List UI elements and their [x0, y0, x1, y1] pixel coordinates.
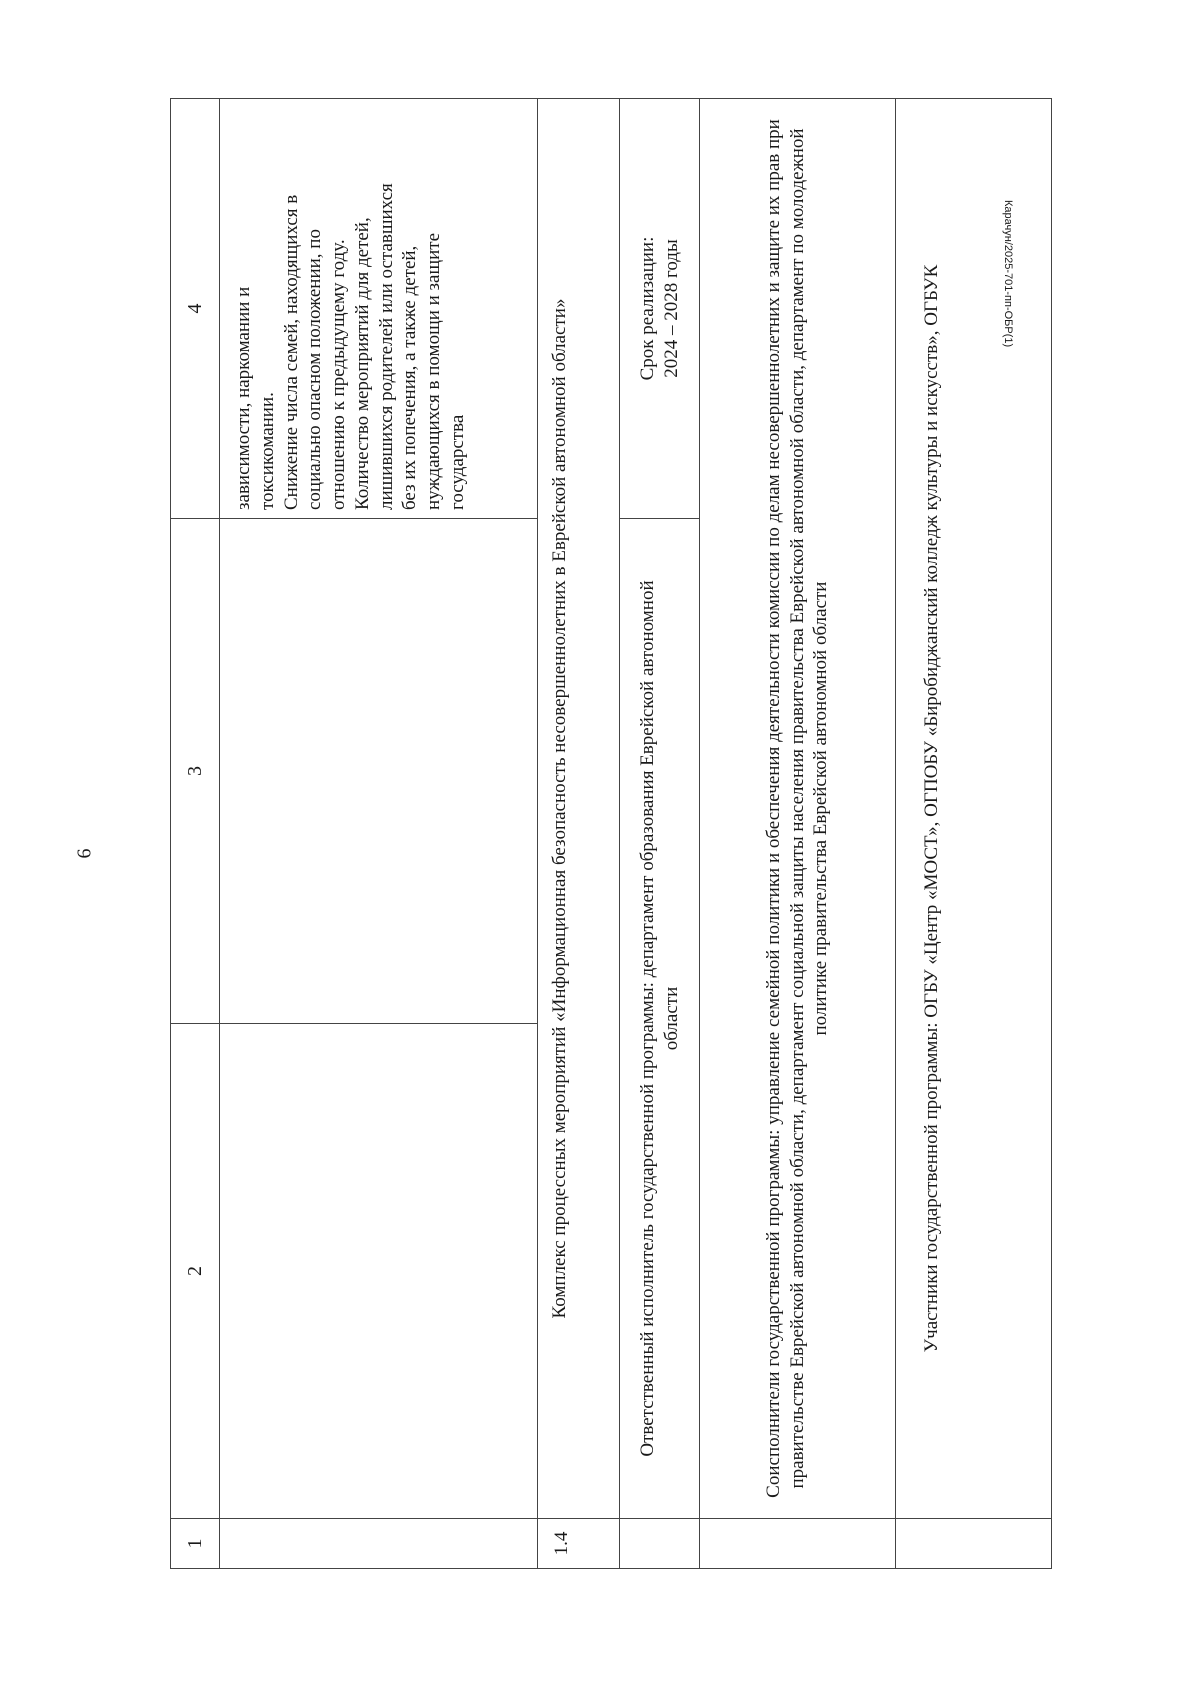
participants: Участники государственной программы: ОГБУ «Центр «МОСТ», ОГПОБУ «Биробиджанский колледж культуры и искусств», ОГБУК	[896, 99, 1052, 1519]
participants-num-cell	[896, 1519, 1052, 1569]
responsible-row	[620, 99, 700, 1569]
continuation-cell-3	[220, 519, 538, 1024]
header-cell-4: 4	[171, 99, 220, 519]
section-number: 1.4	[538, 1519, 620, 1569]
header-row	[171, 99, 220, 1569]
implementation-term: Срок реализации: 2024 – 2028 годы	[620, 99, 700, 519]
program-table	[170, 98, 1052, 1569]
participants-row	[896, 99, 1052, 1569]
coexecutors-row	[700, 99, 896, 1569]
header-cell-1: 1	[171, 1519, 220, 1569]
continuation-line: нуждающихся в помощи и защите	[423, 232, 444, 510]
continuation-cell-1	[220, 1519, 538, 1569]
document-code: Карачун/2025-701-пп-ОБР(1)	[1002, 200, 1014, 348]
responsible-num-cell	[620, 1519, 700, 1569]
coexecutors: Соисполнители государственной программы: управление семейной политики и обеспечения деятельности комиссии по делам несовершеннолетних и защите их прав при правительстве Еврейской автономной области, департамент социальной защиты населения правительства Еврейской автономной области, департамент по молодежной политике правительства Еврейской автономной области	[700, 99, 896, 1519]
continuation-cell-2	[220, 1024, 538, 1519]
continuation-line: социально опасном положении, по	[304, 229, 326, 510]
header-cell-2: 2	[171, 1024, 220, 1519]
page-number: 6	[73, 848, 96, 859]
section-title-row	[538, 99, 620, 1569]
coexecutors-num-cell	[700, 1519, 896, 1569]
continuation-line: Снижение числа семей, находящихся в	[280, 194, 302, 510]
continuation-line: государства	[446, 414, 468, 510]
continuation-cell-4	[220, 99, 538, 519]
table-container	[170, 99, 1050, 1569]
section-title: Комплекс процессных мероприятий «Информационная безопасность несовершеннолетних в Еврейской автономной области»	[538, 99, 620, 1519]
responsible-executor: Ответственный исполнитель государственной программы: департамент образования Еврейской автономной области	[620, 519, 700, 1519]
continuation-line: лишившихся родителей или оставшихся	[375, 183, 397, 510]
header-cell-3: 3	[171, 519, 220, 1024]
continuation-line: токсикомании.	[256, 392, 278, 510]
continuation-line: без их попечения, а также детей,	[399, 245, 421, 510]
continuation-line: зависимости, наркомании и	[233, 286, 254, 510]
continuation-line: Количество мероприятий для детей,	[351, 217, 373, 510]
continuation-row	[220, 99, 538, 1569]
continuation-line: отношению к предыдущему году.	[328, 239, 349, 510]
